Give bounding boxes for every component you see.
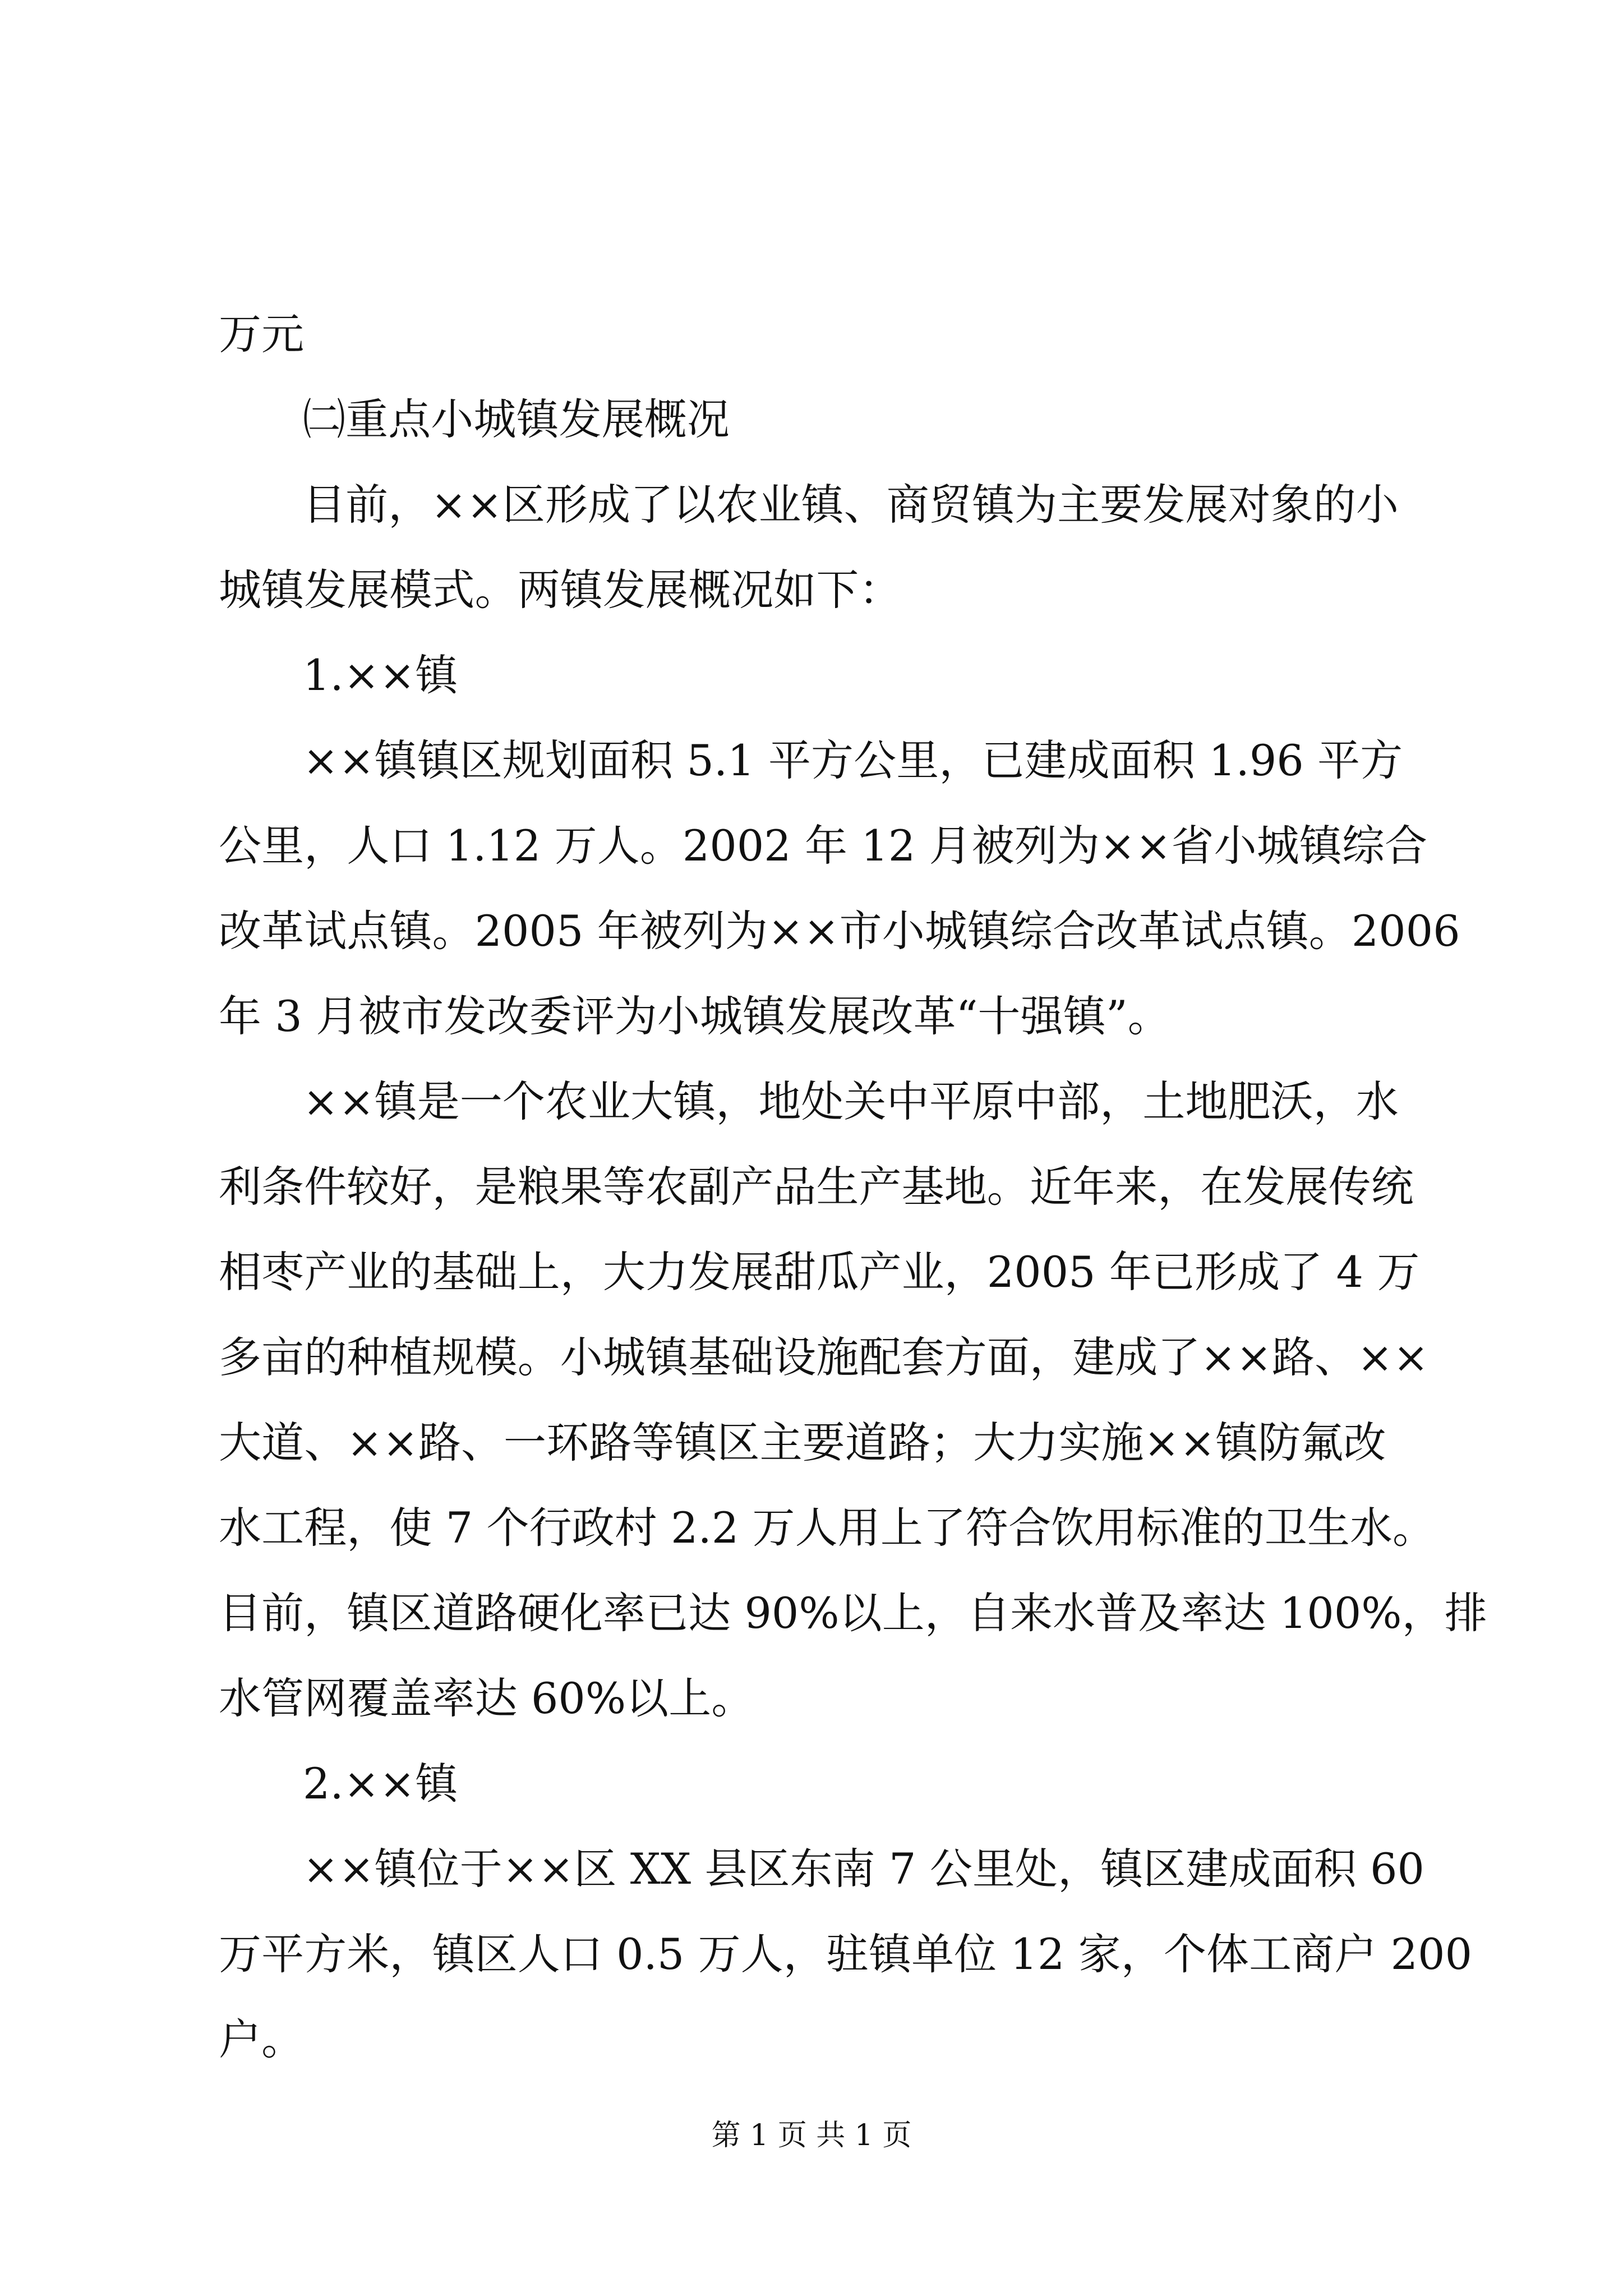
paragraph-line: 利条件较好，是粮果等农副产品生产基地。近年来，在发展传统 [219, 1162, 1414, 1212]
paragraph-line: 多亩的种植规模。小城镇基础设施配套方面，建成了××路、×× [219, 1332, 1429, 1382]
section-heading: ㈡重点小城镇发展概况 [303, 394, 730, 444]
subsection-heading: 1.××镇 [303, 650, 458, 700]
paragraph-line: 目前，镇区道路硬化率已达 90%以上，自来水普及率达 100%，排 [219, 1588, 1487, 1638]
page-footer [0, 2116, 1623, 2155]
text-line: 万元 [219, 309, 305, 359]
paragraph-line: ××镇位于××区 XX 县区东南 7 公里处，镇区建成面积 60 [303, 1844, 1424, 1894]
paragraph-line: 年 3 月被市发改委评为小城镇发展改革“十强镇”。 [219, 991, 1170, 1041]
paragraph-line: ××镇是一个农业大镇，地处关中平原中部，土地肥沃，水 [303, 1076, 1399, 1126]
paragraph-line: 公里，人口 1.12 万人。2002 年 12 月被列为××省小城镇综合 [219, 821, 1428, 871]
subsection-heading: 2.××镇 [303, 1759, 458, 1809]
document-body [219, 292, 1487, 2082]
paragraph-line: 相枣产业的基础上，大力发展甜瓜产业，2005 年已形成了 4 万 [219, 1247, 1420, 1297]
page-number-label: 第 1 页 共 1 页 [711, 2119, 912, 2152]
paragraph-line: 水管网覆盖率达 60%以上。 [219, 1673, 754, 1723]
paragraph-line: 万平方米，镇区人口 0.5 万人，驻镇单位 12 家，个体工商户 200 [219, 1929, 1473, 1979]
paragraph-line: 水工程，使 7 个行政村 2.2 万人用上了符合饮用标准的卫生水。 [219, 1503, 1436, 1553]
paragraph-line: 大道、××路、一环路等镇区主要道路；大力实施××镇防氟改 [219, 1418, 1386, 1467]
paragraph-line: 目前，××区形成了以农业镇、商贸镇为主要发展对象的小 [303, 480, 1399, 530]
paragraph-line: 改革试点镇。2005 年被列为××市小城镇综合改革试点镇。2006 [219, 906, 1460, 956]
paragraph-line: 城镇发展模式。两镇发展概况如下： [219, 565, 902, 615]
paragraph-line: 户。 [219, 2014, 305, 2064]
paragraph-line: ××镇镇区规划面积 5.1 平方公里，已建成面积 1.96 平方 [303, 735, 1403, 785]
